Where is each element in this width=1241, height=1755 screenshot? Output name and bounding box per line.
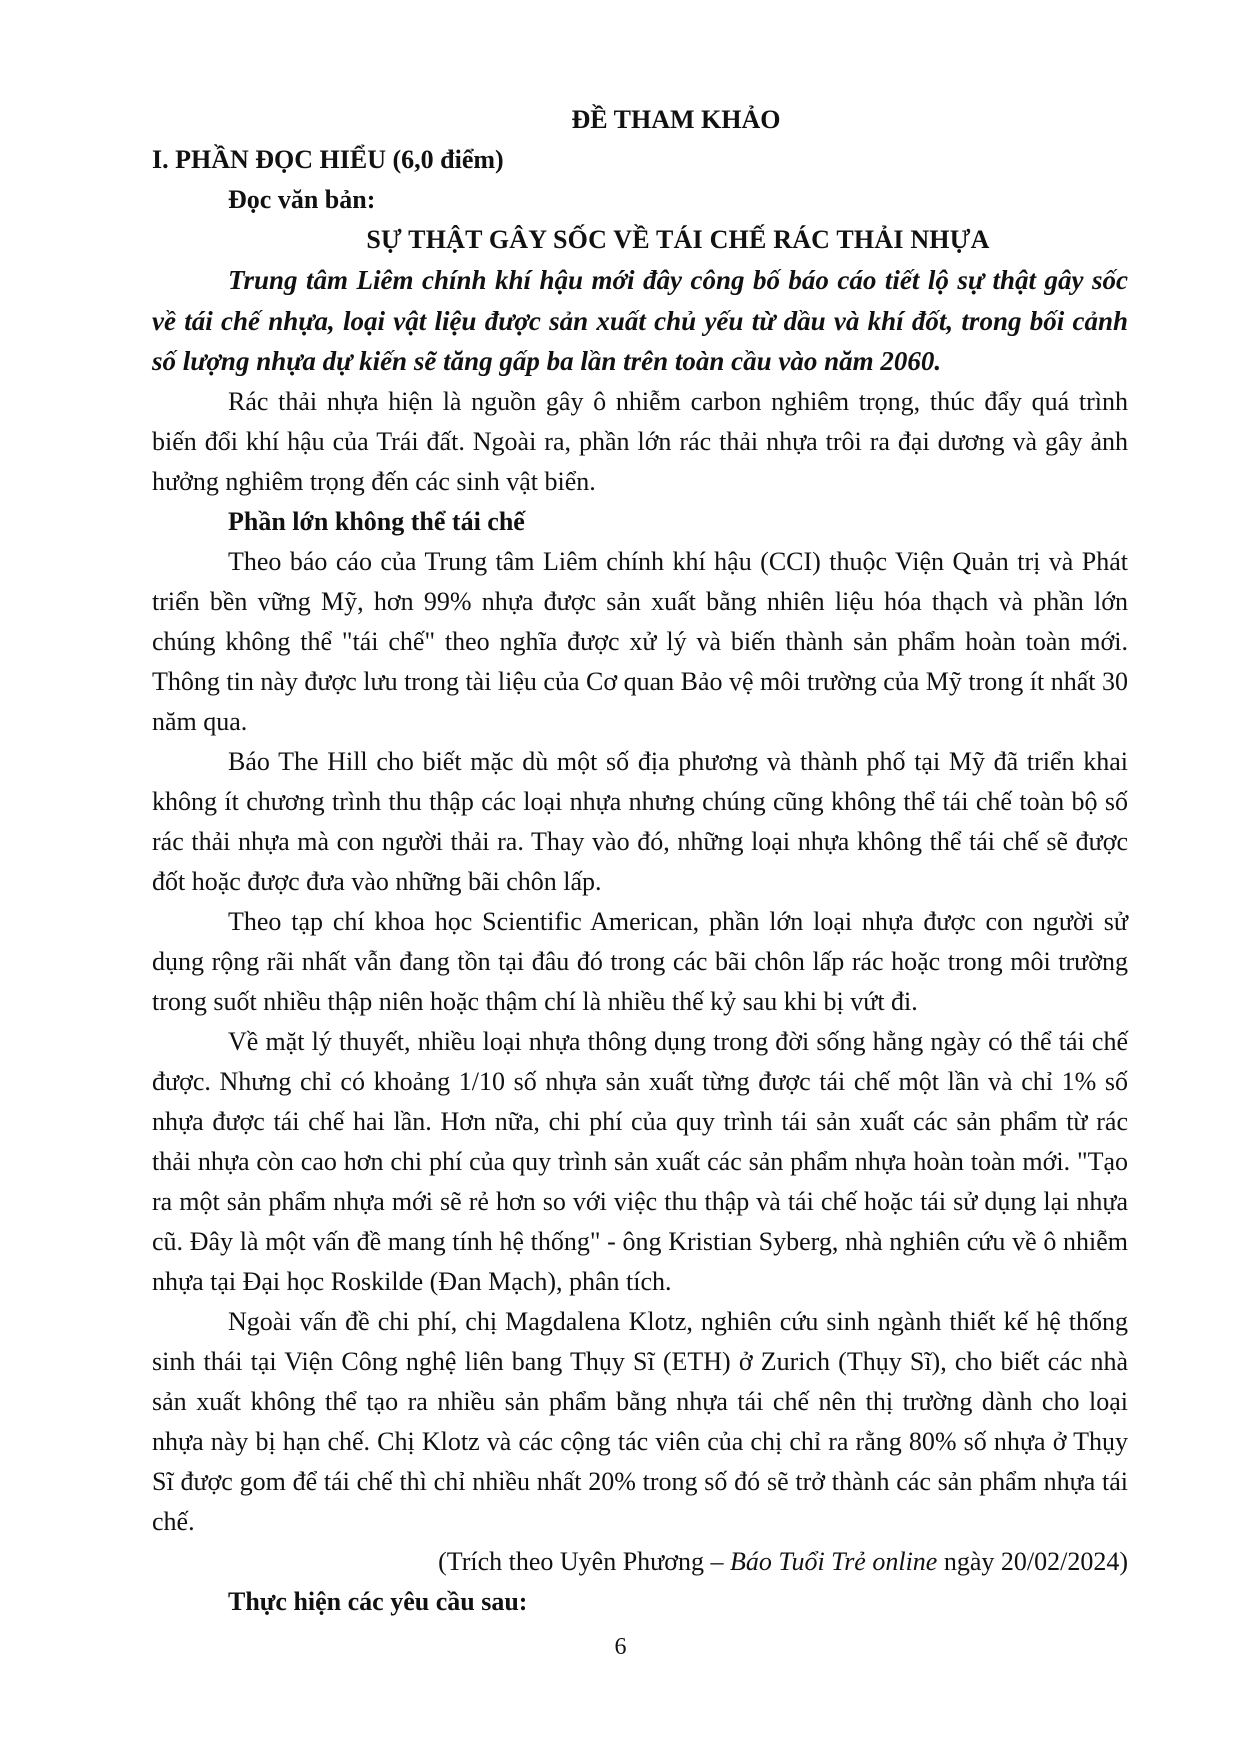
read-label: Đọc văn bản: — [228, 185, 376, 214]
article-paragraph-3: Báo The Hill cho biết mặc dù một số địa phương và thành phố tại Mỹ đã triển khai không ít chương trình thu thập các loại nhựa nhưng chúng cũng không thể tái chế toàn bộ số rác thải nhựa mà con người thải ra. Thay vào đó, những loại nhựa không thể tái chế sẽ được đốt hoặc được đưa vào những bãi chôn lấp. — [152, 746, 1128, 896]
article-title: SỰ THẬT GÂY SỐC VỀ TÁI CHẾ RÁC THẢI NHỰA — [366, 225, 990, 254]
article-lead: Trung tâm Liêm chính khí hậu mới đây công bố báo cáo tiết lộ sự thật gây sốc về tái chế nhựa, loại vật liệu được sản xuất chủ yếu từ dầu và khí đốt, trong bối cảnh số lượng nhựa dự kiến sẽ tăng gấp ba lần trên toàn cầu vào năm 2060. — [152, 265, 1128, 376]
article-paragraph-2: Theo báo cáo của Trung tâm Liêm chính khí hậu (CCI) thuộc Viện Quản trị và Phát triển bền vững Mỹ, hơn 99% nhựa được sản xuất bằng nhiên liệu hóa thạch và phần lớn chúng không thể "tái chế" theo nghĩa được xử lý và biến thành sản phẩm hoàn toàn mới. Thông tin này được lưu trong tài liệu của Cơ quan Bảo vệ môi trường của Mỹ trong ít nhất 30 năm qua. — [152, 546, 1129, 736]
page-number: 6 — [614, 1634, 627, 1660]
source-publication: Báo Tuổi Trẻ online — [730, 1546, 938, 1576]
article-paragraph-1: Rác thải nhựa hiện là nguồn gây ô nhiễm carbon nghiêm trọng, thúc đẩy quá trình biến đổi khí hậu của Trái đất. Ngoài ra, phần lớn rác thải nhựa trôi ra đại dương và gây ảnh hưởng nghiêm trọng đến các sinh vật biển. — [152, 386, 1128, 496]
article-source — [152, 1542, 1128, 1582]
article-paragraph-5: Về mặt lý thuyết, nhiều loại nhựa thông dụng trong đời sống hằng ngày có thể tái chế được. Nhưng chỉ có khoảng 1/10 số nhựa sản xuất từng được tái chế một lần và chỉ 1% số nhựa được tái chế hai lần. Hơn nữa, chi phí của quy trình tái sản xuất các sản phẩm từ rác thải nhựa còn cao hơn chi phí của quy trình sản xuất các sản phẩm nhựa hoàn toàn mới. "Tạo ra một sản phẩm nhựa mới sẽ rẻ hơn so với việc thu thập và tái chế hoặc tái sử dụng lại nhựa cũ. Đây là một vấn đề mang tính hệ thống" - ông Kristian Syberg, nhà nghiên cứu về ô nhiễm nhựa tại Đại học Roskilde (Đan Mạch), phân tích. — [152, 1026, 1128, 1296]
tasks-label: Thực hiện các yêu cầu sau: — [228, 1586, 528, 1616]
source-prefix: (Trích theo Uyên Phương – — [438, 1546, 731, 1576]
document-title: ĐỀ THAM KHẢO — [571, 105, 781, 134]
article-subheading: Phần lớn không thể tái chế — [228, 506, 525, 536]
document-page — [152, 100, 1128, 1622]
article-paragraph-4: Theo tạp chí khoa học Scientific American, phần lớn loại nhựa được con người sử dụng rộng rãi nhất vẫn đang tồn tại đâu đó trong các bãi chôn lấp rác hoặc trong môi trường trong suốt nhiều thập niên hoặc thậm chí là nhiều thế kỷ sau khi bị vứt đi. — [152, 906, 1128, 1016]
section-heading: I. PHẦN ĐỌC HIỂU (6,0 điểm) — [152, 145, 504, 174]
article-paragraph-6: Ngoài vấn đề chi phí, chị Magdalena Klotz, nghiên cứu sinh ngành thiết kế hệ thống sinh thái tại Viện Công nghệ liên bang Thụy Sĩ (ETH) ở Zurich (Thụy Sĩ), cho biết các nhà sản xuất không thể tạo ra nhiều sản phẩm bằng nhựa tái chế nên thị trường dành cho loại nhựa này bị hạn chế. Chị Klotz và các cộng tác viên của chị chỉ ra rằng 80% số nhựa ở Thụy Sĩ được gom để tái chế thì chỉ nhiều nhất 20% trong số đó sẽ trở thành các sản phẩm nhựa tái chế. — [152, 1306, 1128, 1536]
source-suffix: ngày 20/02/2024) — [937, 1546, 1128, 1576]
